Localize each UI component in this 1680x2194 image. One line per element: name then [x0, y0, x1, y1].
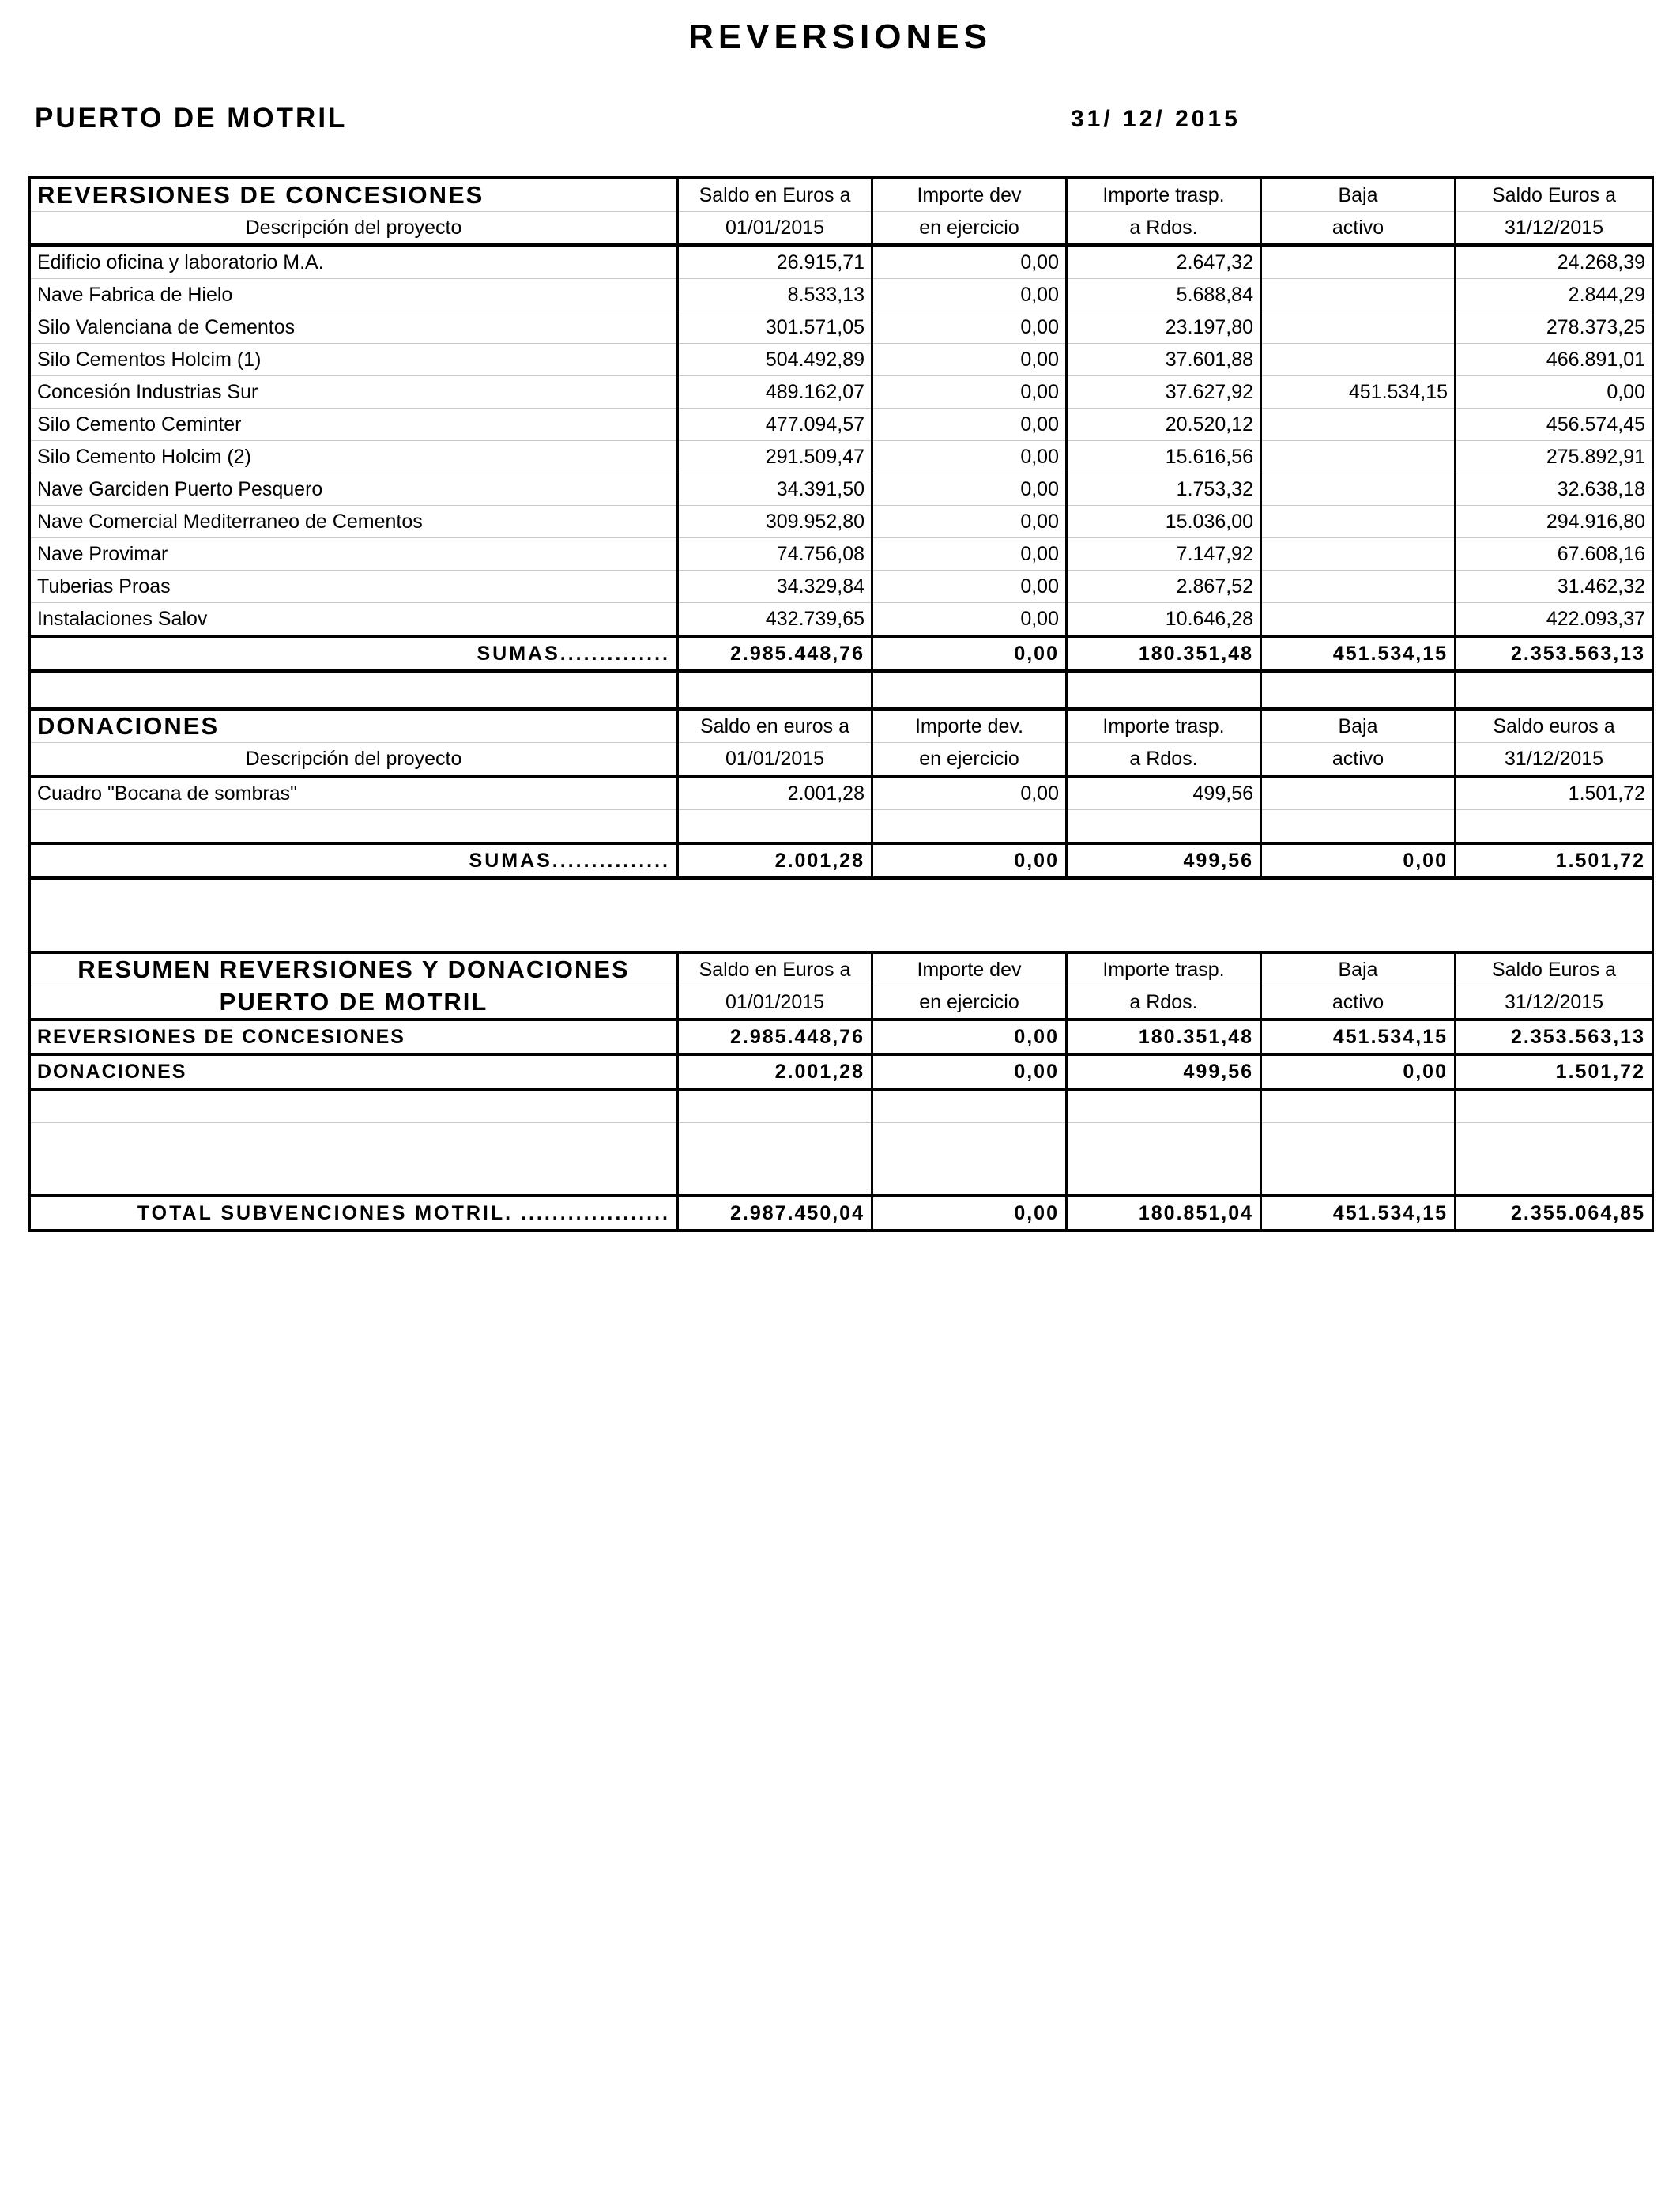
total-row-value: 451.534,15: [1261, 1196, 1456, 1231]
row-label: Nave Provimar: [30, 538, 678, 571]
row-value: 37.601,88: [1067, 344, 1261, 376]
row-value: 67.608,16: [1456, 538, 1653, 571]
blank-cell: [1261, 671, 1456, 709]
row-label: Nave Fabrica de Hielo: [30, 279, 678, 311]
row-value: 432.739,65: [678, 603, 872, 637]
total-row-value: 2.987.450,04: [678, 1196, 872, 1231]
row-value: 278.373,25: [1456, 311, 1653, 344]
row-label: Edificio oficina y laboratorio M.A.: [30, 245, 678, 279]
blank-cell: [678, 1089, 872, 1123]
row-value: [1261, 603, 1456, 637]
column-header: Saldo euros a: [1456, 709, 1653, 743]
column-subheader: 31/12/2015: [1456, 986, 1653, 1020]
donaciones-sum-row-value: 1.501,72: [1456, 843, 1653, 878]
column-header: Importe trasp.: [1067, 178, 1261, 212]
blank-cell: [1261, 810, 1456, 844]
blank-cell: [678, 810, 872, 844]
column-header: Saldo Euros a: [1456, 952, 1653, 986]
donaciones-sum-row: [30, 843, 1653, 878]
row-value: 31.462,32: [1456, 571, 1653, 603]
row-value: 5.688,84: [1067, 279, 1261, 311]
donaciones-desc-label: Descripción del proyecto: [30, 743, 678, 777]
concesiones-subheader-row: [30, 212, 1653, 246]
row-value: 26.915,71: [678, 245, 872, 279]
donaciones-sum-row-value: 499,56: [1067, 843, 1261, 878]
column-subheader: en ejercicio: [872, 986, 1067, 1020]
row-value: [1261, 473, 1456, 506]
row-value: 0,00: [872, 776, 1067, 810]
blank-cell: [1456, 671, 1653, 709]
row-value: 32.638,18: [1456, 473, 1653, 506]
blank-cell: [30, 1089, 678, 1123]
row-value: [1261, 245, 1456, 279]
data-row: [30, 506, 1653, 538]
concesiones-desc-label: Descripción del proyecto: [30, 212, 678, 246]
blank-row: [30, 1123, 1653, 1197]
concesiones-sum-row-value: 180.351,48: [1067, 636, 1261, 671]
row-value: 1.501,72: [1456, 1054, 1653, 1089]
column-header: Baja: [1261, 709, 1456, 743]
row-value: 422.093,37: [1456, 603, 1653, 637]
blank-cell: [678, 671, 872, 709]
concesiones-header-row: [30, 178, 1653, 212]
row-label: Nave Garciden Puerto Pesquero: [30, 473, 678, 506]
row-value: 15.616,56: [1067, 441, 1261, 473]
donaciones-sum-row-label: SUMAS...............: [30, 843, 678, 878]
total-row: [30, 1196, 1653, 1231]
row-label: Instalaciones Salov: [30, 603, 678, 637]
row-value: 451.534,15: [1261, 1020, 1456, 1054]
row-value: [1261, 344, 1456, 376]
concesiones-sum-row-value: 2.353.563,13: [1456, 636, 1653, 671]
blank-cell: [30, 671, 678, 709]
blank-row: [30, 1089, 1653, 1123]
row-value: 0,00: [872, 506, 1067, 538]
resumen-title: RESUMEN REVERSIONES Y DONACIONES: [30, 952, 678, 986]
row-value: 456.574,45: [1456, 409, 1653, 441]
total-row-value: 2.355.064,85: [1456, 1196, 1653, 1231]
spacer-row: [30, 671, 1653, 709]
row-value: 0,00: [872, 1020, 1067, 1054]
row-value: [1261, 409, 1456, 441]
blank-cell: [1067, 671, 1261, 709]
row-value: 180.351,48: [1067, 1020, 1261, 1054]
row-value: 2.001,28: [678, 1054, 872, 1089]
column-header: Importe dev: [872, 178, 1067, 212]
blank-cell: [1261, 1089, 1456, 1123]
resumen-subheader-row: [30, 986, 1653, 1020]
row-value: [1261, 311, 1456, 344]
data-row: [30, 473, 1653, 506]
row-value: [1261, 776, 1456, 810]
row-value: [1261, 538, 1456, 571]
row-value: 466.891,01: [1456, 344, 1653, 376]
row-value: 0,00: [872, 473, 1067, 506]
donaciones-subheader-row: [30, 743, 1653, 777]
row-value: 451.534,15: [1261, 376, 1456, 409]
gap-row: [30, 878, 1653, 952]
column-subheader: a Rdos.: [1067, 986, 1261, 1020]
row-value: 0,00: [872, 409, 1067, 441]
total-row-value: 180.851,04: [1067, 1196, 1261, 1231]
row-value: 8.533,13: [678, 279, 872, 311]
row-value: 309.952,80: [678, 506, 872, 538]
row-value: 1.501,72: [1456, 776, 1653, 810]
document-title: REVERSIONES: [688, 17, 992, 56]
row-value: 477.094,57: [678, 409, 872, 441]
port-name: PUERTO DE MOTRIL: [35, 103, 348, 134]
row-value: 275.892,91: [1456, 441, 1653, 473]
blank-row: [30, 810, 1653, 844]
concesiones-title: REVERSIONES DE CONCESIONES: [30, 178, 678, 212]
donaciones-sum-row-value: 0,00: [872, 843, 1067, 878]
row-label: DONACIONES: [30, 1054, 678, 1089]
blank-cell: [872, 1123, 1067, 1197]
row-value: 0,00: [872, 538, 1067, 571]
column-subheader: 01/01/2015: [678, 986, 872, 1020]
blank-cell: [1067, 1123, 1261, 1197]
blank-cell: [1456, 810, 1653, 844]
row-label: Silo Cemento Ceminter: [30, 409, 678, 441]
row-value: 2.844,29: [1456, 279, 1653, 311]
row-value: 2.867,52: [1067, 571, 1261, 603]
data-row: [30, 1020, 1653, 1054]
row-value: 294.916,80: [1456, 506, 1653, 538]
row-value: 0,00: [872, 571, 1067, 603]
row-value: 2.985.448,76: [678, 1020, 872, 1054]
column-header: Importe dev: [872, 952, 1067, 986]
gap-cell: [30, 878, 1653, 952]
row-label: Silo Valenciana de Cementos: [30, 311, 678, 344]
row-value: 504.492,89: [678, 344, 872, 376]
data-row: [30, 441, 1653, 473]
row-label: Concesión Industrias Sur: [30, 376, 678, 409]
concesiones-sum-row-value: 451.534,15: [1261, 636, 1456, 671]
column-header: Importe trasp.: [1067, 952, 1261, 986]
row-value: 489.162,07: [678, 376, 872, 409]
row-value: 2.001,28: [678, 776, 872, 810]
data-row: [30, 776, 1653, 810]
data-row: [30, 538, 1653, 571]
blank-cell: [1456, 1089, 1653, 1123]
reversiones-table: [28, 176, 1654, 1232]
row-label: REVERSIONES DE CONCESIONES: [30, 1020, 678, 1054]
row-label: Cuadro "Bocana de sombras": [30, 776, 678, 810]
column-header: Importe trasp.: [1067, 709, 1261, 743]
blank-cell: [30, 810, 678, 844]
row-value: [1261, 279, 1456, 311]
row-value: 10.646,28: [1067, 603, 1261, 637]
blank-cell: [872, 810, 1067, 844]
column-subheader: 01/01/2015: [678, 212, 872, 246]
donaciones-header-row: [30, 709, 1653, 743]
blank-cell: [872, 1089, 1067, 1123]
column-header: Saldo en euros a: [678, 709, 872, 743]
data-row: [30, 344, 1653, 376]
column-subheader: a Rdos.: [1067, 212, 1261, 246]
blank-cell: [1456, 1123, 1653, 1197]
concesiones-sum-row-value: 0,00: [872, 636, 1067, 671]
row-label: Tuberias Proas: [30, 571, 678, 603]
column-header: Importe dev.: [872, 709, 1067, 743]
row-value: 2.647,32: [1067, 245, 1261, 279]
column-subheader: activo: [1261, 986, 1456, 1020]
data-row: [30, 571, 1653, 603]
column-subheader: 01/01/2015: [678, 743, 872, 777]
column-subheader: 31/12/2015: [1456, 743, 1653, 777]
resumen-header-row: [30, 952, 1653, 986]
row-value: 34.329,84: [678, 571, 872, 603]
blank-cell: [1067, 810, 1261, 844]
row-label: Nave Comercial Mediterraneo de Cementos: [30, 506, 678, 538]
blank-cell: [1067, 1089, 1261, 1123]
blank-cell: [872, 671, 1067, 709]
donaciones-sum-row-value: 0,00: [1261, 843, 1456, 878]
row-value: [1261, 441, 1456, 473]
column-header: Saldo en Euros a: [678, 178, 872, 212]
row-value: 0,00: [872, 376, 1067, 409]
row-value: 2.353.563,13: [1456, 1020, 1653, 1054]
row-value: 37.627,92: [1067, 376, 1261, 409]
row-value: 15.036,00: [1067, 506, 1261, 538]
column-subheader: en ejercicio: [872, 743, 1067, 777]
concesiones-sum-row-value: 2.985.448,76: [678, 636, 872, 671]
row-value: 0,00: [872, 311, 1067, 344]
column-subheader: activo: [1261, 212, 1456, 246]
row-value: 0,00: [872, 603, 1067, 637]
concesiones-sum-row: [30, 636, 1653, 671]
row-value: 34.391,50: [678, 473, 872, 506]
donaciones-title: DONACIONES: [30, 709, 678, 743]
column-subheader: activo: [1261, 743, 1456, 777]
row-value: 20.520,12: [1067, 409, 1261, 441]
total-row-value: 0,00: [872, 1196, 1067, 1231]
row-value: [1261, 571, 1456, 603]
data-row: [30, 245, 1653, 279]
row-value: 0,00: [872, 344, 1067, 376]
column-subheader: 31/12/2015: [1456, 212, 1653, 246]
row-value: 0,00: [872, 245, 1067, 279]
blank-cell: [678, 1123, 872, 1197]
row-value: 301.571,05: [678, 311, 872, 344]
resumen-desc-label: PUERTO DE MOTRIL: [30, 986, 678, 1020]
row-value: 24.268,39: [1456, 245, 1653, 279]
row-value: 0,00: [1456, 376, 1653, 409]
column-subheader: en ejercicio: [872, 212, 1067, 246]
row-value: 23.197,80: [1067, 311, 1261, 344]
total-row-label: TOTAL SUBVENCIONES MOTRIL. ...................: [30, 1196, 678, 1231]
concesiones-sum-row-label: SUMAS..............: [30, 636, 678, 671]
column-header: Baja: [1261, 952, 1456, 986]
column-subheader: a Rdos.: [1067, 743, 1261, 777]
data-row: [30, 376, 1653, 409]
row-value: 0,00: [1261, 1054, 1456, 1089]
column-header: Saldo Euros a: [1456, 178, 1653, 212]
row-value: 499,56: [1067, 1054, 1261, 1089]
row-label: Silo Cemento Holcim (2): [30, 441, 678, 473]
row-label: Silo Cementos Holcim (1): [30, 344, 678, 376]
data-row: [30, 409, 1653, 441]
row-value: [1261, 506, 1456, 538]
column-header: Baja: [1261, 178, 1456, 212]
row-value: 291.509,47: [678, 441, 872, 473]
row-value: 499,56: [1067, 776, 1261, 810]
row-value: 74.756,08: [678, 538, 872, 571]
blank-cell: [1261, 1123, 1456, 1197]
column-header: Saldo en Euros a: [678, 952, 872, 986]
row-value: 1.753,32: [1067, 473, 1261, 506]
row-value: 0,00: [872, 1054, 1067, 1089]
donaciones-sum-row-value: 2.001,28: [678, 843, 872, 878]
data-row: [30, 311, 1653, 344]
blank-cell: [30, 1123, 678, 1197]
report-date: 31/ 12/ 2015: [1071, 106, 1241, 132]
row-value: 0,00: [872, 441, 1067, 473]
data-row: [30, 1054, 1653, 1089]
row-value: 0,00: [872, 279, 1067, 311]
data-row: [30, 603, 1653, 637]
row-value: 7.147,92: [1067, 538, 1261, 571]
data-row: [30, 279, 1653, 311]
